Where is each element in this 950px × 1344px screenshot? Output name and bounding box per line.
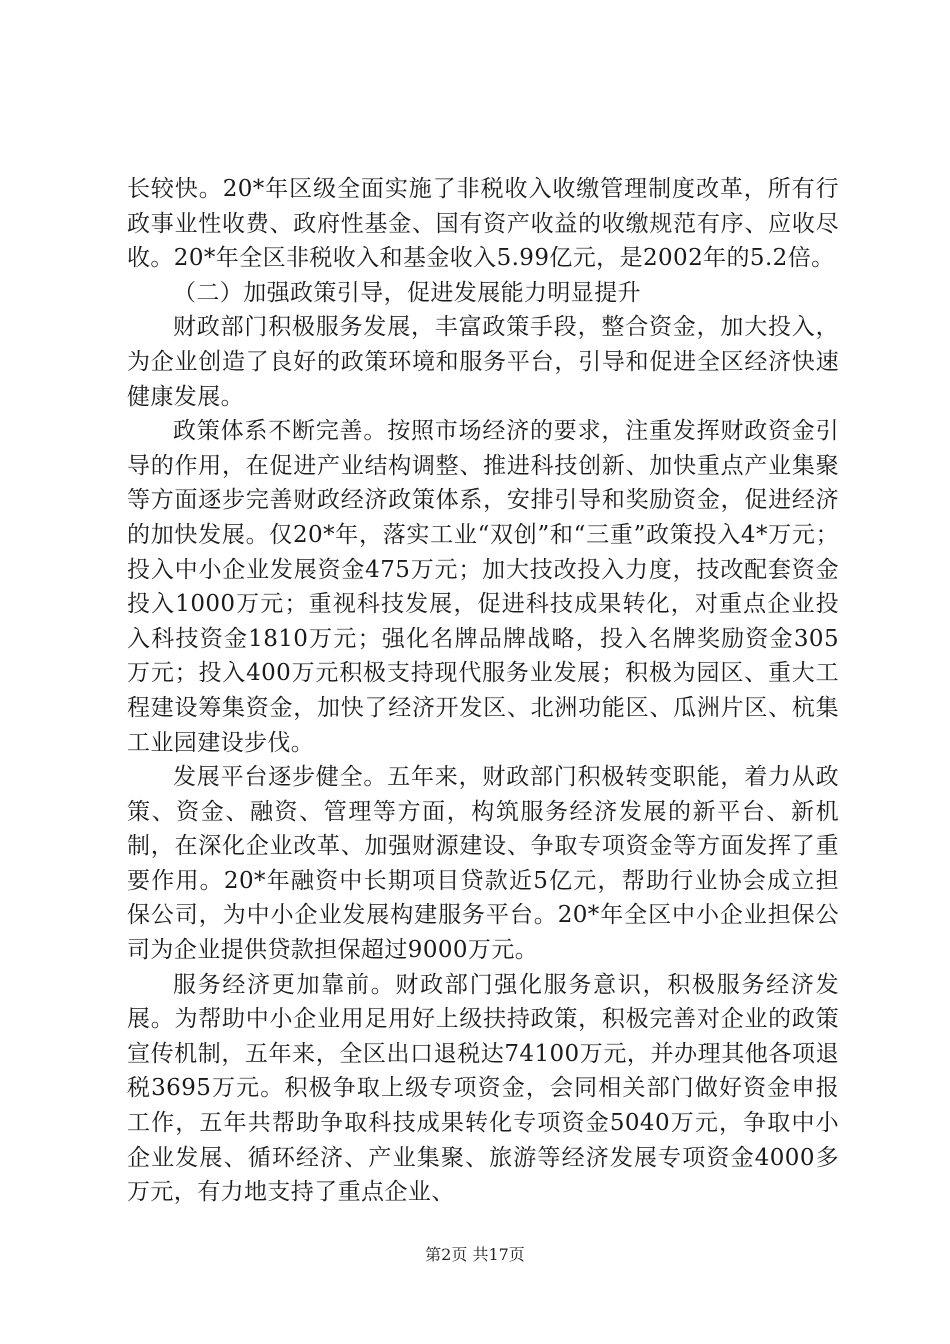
page-number-footer: 第2页 共17页 [425,1245,525,1264]
section-heading: （二）加强政策引导，促进发展能力明显提升 [173,279,641,306]
document-body [127,172,839,1210]
paragraph-4: 政策体系不断完善。按照市场经济的要求，注重发挥财政资金引导的作用，在促进产业结构调整、推进科技创新、加快重点产业集聚等方面逐步完善财政经济政策体系，安排引导和奖励资金，促进经济的加快发展。仅20*年，落实工业“双创”和“三重”政策投入4*万元；投入中小企业发展资金475万元；加大技改投入力度，技改配套资金投入1000万元；重视科技发展，促进科技成果转化，对重点企业投入科技资金1810万元；强化名牌品牌战略，投入名牌奖励资金305万元；投入400万元积极支持现代服务业发展；积极为园区、重大工程建设筹集资金，加快了经济开发区、北洲功能区、瓜洲片区、杭集工业园建设步伐。 [127,418,839,756]
paragraph-5: 发展平台逐步健全。五年来，财政部门积极转变职能，着力从政策、资金、融资、管理等方面，构筑服务经济发展的新平台、新机制，在深化企业改革、加强财源建设、争取专项资金等方面发挥了重要作用。20*年融资中长期项目贷款近5亿元，帮助行业协会成立担保公司，为中小企业发展构建服务平台。20*年全区中小企业担保公司为企业提供贷款担保超过9000万元。 [127,764,839,964]
paragraph-1: 长较快。20*年区级全面实施了非税收入收缴管理制度改革，所有行政事业性收费、政府性基金、国有资产收益的收缴规范有序、应收尽收。20*年全区非税收入和基金收入5.99亿元，是2002年的5.2倍。 [127,176,839,272]
paragraph-3: 财政部门积极服务发展，丰富政策手段，整合资金，加大投入，为企业创造了良好的政策环境和服务平台，引导和促进全区经济快速健康发展。 [127,314,839,410]
paragraph-6: 服务经济更加靠前。财政部门强化服务意识，积极服务经济发展。为帮助中小企业用足用好上级扶持政策，积极完善对企业的政策宣传机制，五年来，全区出口退税达74100万元，并办理其他各项退税3695万元。积极争取上级专项资金，会同相关部门做好资金申报工作，五年共帮助争取科技成果转化专项资金5040万元，争取中小企业发展、循环经济、产业集聚、旅游等经济发展专项资金4000多万元，有力地支持了重点企业、 [127,971,839,1206]
